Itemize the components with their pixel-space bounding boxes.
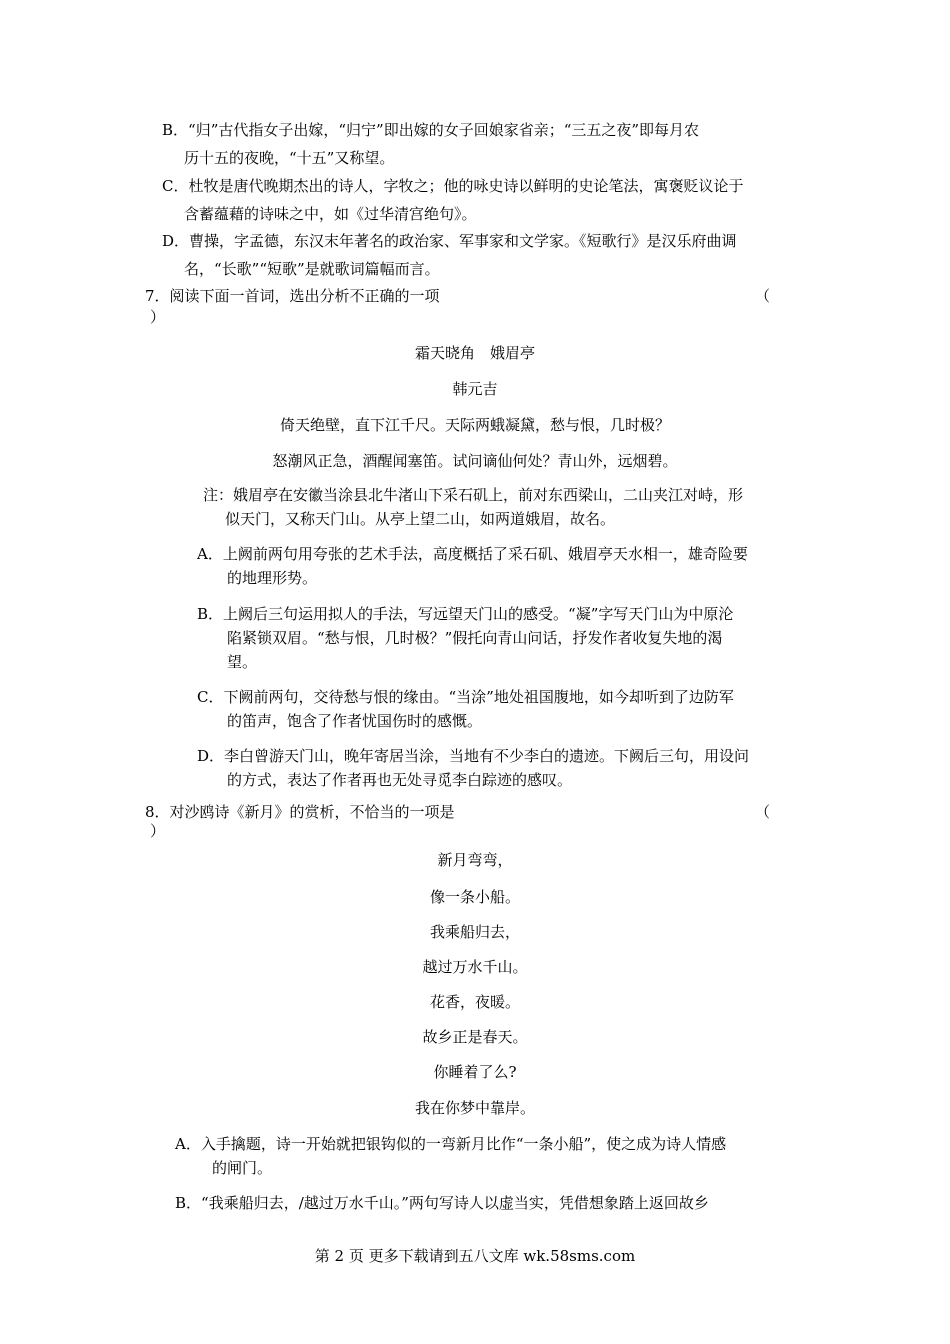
q7-option-b — [197, 604, 733, 672]
q6-option-d — [162, 231, 737, 279]
q8-option-b — [175, 1193, 709, 1213]
q6-option-b-line1: B．“归”古代指女子出嫁，“归宁”即出嫁的女子回娘家省亲；“三五之夜”即每月农 — [162, 121, 700, 139]
q6-option-d-line1: D．曹操，字孟德，东汉末年著名的政治家、军事家和文学家。《短歌行》是汉乐府曲调 — [162, 232, 737, 250]
q7-option-c-line1: C．下阙前两句，交待愁与恨的缘由。“当涂”地处祖国腹地，如今却听到了边防军 — [197, 688, 734, 706]
q7-stem: 7．阅读下面一首词，选出分析不正确的一项 — [145, 287, 440, 305]
q8-poem-line-7: 你睡着了么? — [433, 1063, 517, 1081]
q7-poem-line-2: 怒潮风正急，酒醒闻塞笛。试问谪仙何处？青山外，远烟碧。 — [272, 452, 678, 470]
page-footer: 第 2 页 更多下载请到五八文库 wk.58sms.com — [314, 1247, 636, 1265]
q8-option-a-line2: 的闸门。 — [212, 1159, 273, 1177]
q8-option-a — [175, 1134, 726, 1178]
q7-note-line1: 注：娥眉亭在安徽当涂县北牛渚山下采石矶上，前对东西梁山，二山夹江对峙，形 — [203, 486, 744, 504]
q7-option-a — [197, 544, 748, 588]
q7-option-b-line1: B．上阙后三句运用拟人的手法，写远望天门山的感受。“凝”字写天门山为中原沦 — [197, 605, 734, 623]
q7-note-line2: 似天门，又称天门山。从亭上望二山，如两道娥眉，故名。 — [225, 510, 616, 528]
q7-note — [203, 485, 743, 529]
q8-answer-paren-open: （ — [755, 803, 771, 821]
q6-option-d-line2: 名，“长歌”“短歌”是就歌词篇幅而言。 — [184, 260, 440, 278]
q8-option-a-line1: A．入手擒题，诗一开始就把银钩似的一弯新月比作“一条小船”，使之成为诗人情感 — [175, 1135, 727, 1153]
q7-option-c-line2: 的笛声，饱含了作者忧国伤时的感慨。 — [227, 712, 483, 730]
q8-poem-line-2: 像一条小船。 — [429, 888, 520, 906]
q8-poem-line-4: 越过万水千山。 — [422, 958, 528, 976]
q8-poem-line-6: 故乡正是春天。 — [422, 1028, 528, 1046]
q8-answer-paren-close: ） — [150, 822, 166, 840]
q7-option-a-line2: 的地理形势。 — [227, 569, 318, 587]
q7-poem-line-1: 倚天绝壁，直下江千尺。天际两蛾凝黛，愁与恨，几时极？ — [279, 416, 670, 434]
q7-option-a-line1: A．上阙前两句用夸张的艺术手法，高度概括了采石矶、娥眉亭天水相一，雄奇险要 — [197, 545, 748, 563]
q7-answer-paren-open: （ — [755, 287, 771, 305]
q8-stem: 8．对沙鸥诗《新月》的赏析，不恰当的一项是 — [145, 803, 455, 821]
q6-option-c-line1: C．杜牧是唐代晚期杰出的诗人，字牧之；他的咏史诗以鲜明的史论笔法，寓褒贬议论于 — [162, 177, 744, 195]
q7-option-d — [197, 746, 749, 790]
q7-poem-title: 霜天晓角 娥眉亭 — [414, 344, 535, 362]
q6-option-c — [162, 176, 743, 224]
q8-poem-line-8: 我在你梦中靠岸。 — [414, 1099, 535, 1117]
q7-option-d-line1: D．李白曾游天门山，晚年寄居当涂，当地有不少李白的遗迹。下阙后三句，用设问 — [197, 747, 750, 765]
q7-answer-paren-close: ） — [150, 308, 166, 326]
q8-option-b-line1: B．“我乘船归去，/越过万水千山。”两句写诗人以虚当实，凭借想象踏上返回故乡 — [175, 1194, 709, 1212]
q8-poem-line-5: 花香，夜暖。 — [429, 993, 520, 1011]
q7-option-b-line3: 望。 — [227, 653, 258, 671]
q8-poem-line-1: 新月弯弯， — [437, 851, 513, 869]
q7-option-c — [197, 687, 734, 731]
q7-option-b-line2: 陷紧锁双眉。“愁与恨，几时极？”假托向青山问话，抒发作者收复失地的渴 — [227, 629, 723, 647]
q7-poem-author: 韩元吉 — [452, 380, 498, 398]
q6-option-b-line2: 历十五的夜晚，“十五”又称望。 — [184, 149, 395, 167]
q6-option-c-line2: 含蓄蕴藉的诗味之中，如《过华清宫绝句》。 — [184, 205, 477, 223]
q8-poem-line-3: 我乘船归去， — [429, 923, 520, 941]
q7-option-d-line2: 的方式，表达了作者再也无处寻觅李白踪迹的感叹。 — [227, 771, 573, 789]
q6-option-b — [162, 120, 699, 168]
